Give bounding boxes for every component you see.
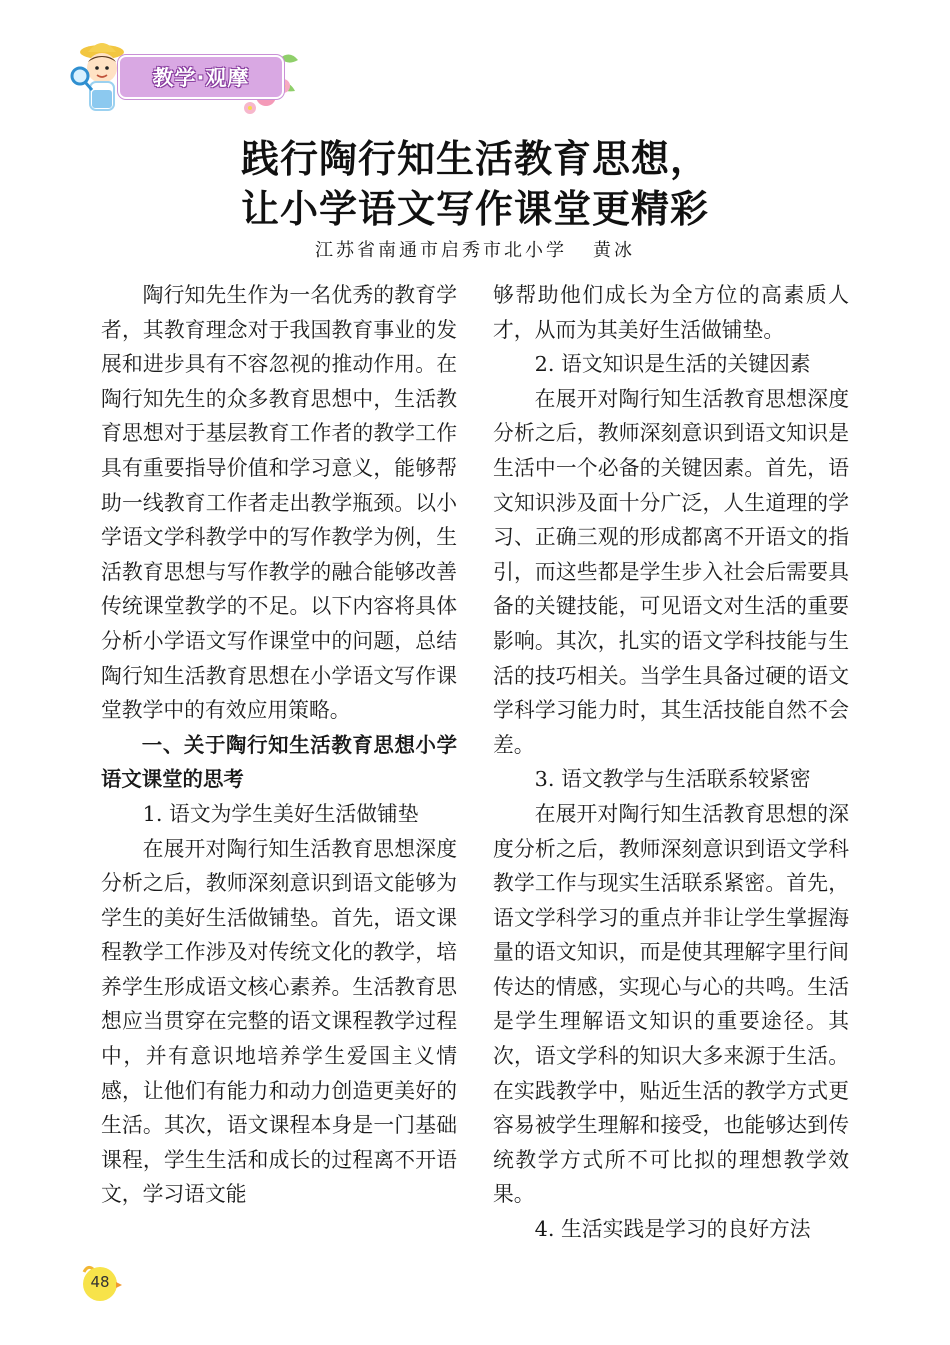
column-tag: 教学·观摩 bbox=[118, 55, 284, 99]
paragraph: 在展开对陶行知生活教育思想深度分析之后，教师深刻意识到语文知识是生活中一个必备的关键因素。首先，语文知识涉及面十分广泛，人生道理的学习、正确三观的形成都离不开语文的指引，而这些都是学生步入社会后需要具备的关键技能，可见语文对生活的重要影响。其次，扎实的语文学科技能与生活的技巧相关。当学生具备过硬的语文学科学习能力时，其生活技能自然不会差。 bbox=[493, 386, 849, 757]
page-number: 48 bbox=[90, 1273, 110, 1291]
article-title-line2: 让小学语文写作课堂更精彩 bbox=[240, 187, 709, 231]
author-line bbox=[0, 236, 950, 262]
section-heading: 一、关于陶行知生活教育思想小学语文课堂的思考 bbox=[101, 732, 457, 792]
author-name: 黄冰 bbox=[593, 240, 635, 261]
student-character-icon bbox=[72, 43, 124, 110]
left-column bbox=[101, 278, 457, 1212]
subheading: 3. 语文教学与生活联系较紧密 bbox=[534, 767, 811, 792]
article-title-line1: 践行陶行知生活教育思想， bbox=[240, 137, 709, 181]
paragraph: 在展开对陶行知生活教育思想的深度分析之后，教师深刻意识到语文学科教学工作与现实生活联系紧密。首先，语文学科学习的重点并非让学生掌握海量的语文知识，而是使其理解字里行间传达的情感，实现心与心的共鸣。生活是学生理解语文知识的重要途径。其次，语文学科的知识大多来源于生活。在实践教学中，贴近生活的教学方式更容易被学生理解和接受，也能够达到传统教学方式所不可比拟的理想教学效果。 bbox=[493, 801, 849, 1207]
subheading: 1. 语文为学生美好生活做铺垫 bbox=[142, 801, 419, 826]
paragraph: 够帮助他们成长为全方位的高素质人才，从而为其美好生活做铺垫。 bbox=[493, 283, 849, 342]
subheading: 2. 语文知识是生活的关键因素 bbox=[534, 352, 811, 377]
author-school: 江苏省南通市启秀市北小学 bbox=[315, 240, 567, 261]
subheading: 4. 生活实践是学习的良好方法 bbox=[534, 1217, 811, 1242]
right-column bbox=[493, 278, 849, 1247]
paragraph: 陶行知先生作为一名优秀的教育学者，其教育理念对于我国教育事业的发展和进步具有不容忽视的推动作用。在陶行知先生的众多教育思想中，生活教育思想对于基层教育工作者的教学工作具有重要指导价值和学习意义，能够帮助一线教育工作者走出教学瓶颈。以小学语文学科教学中的写作教学为例，生活教育思想与写作教学的融合能够改善传统课堂教学的不足。以下内容将具体分析小学语文写作课堂中的问题，总结陶行知生活教育思想在小学语文写作课堂教学中的有效应用策略。 bbox=[101, 283, 457, 723]
paragraph: 在展开对陶行知生活教育思想深度分析之后，教师深刻意识到语文能够为学生的美好生活做铺垫。首先，语文课程教学工作涉及对传统文化的教学，培养学生形成语文核心素养。生活教育思想应当贯穿在完整的语文课程教学过程中，并有意识地培养学生爱国主义情感，让他们有能力和动力创造更美好的生活。其次，语文课程本身是一门基础课程，学生生活和成长的过程离不开语文，学习语文能 bbox=[101, 836, 457, 1207]
page-number-badge bbox=[78, 1262, 122, 1302]
